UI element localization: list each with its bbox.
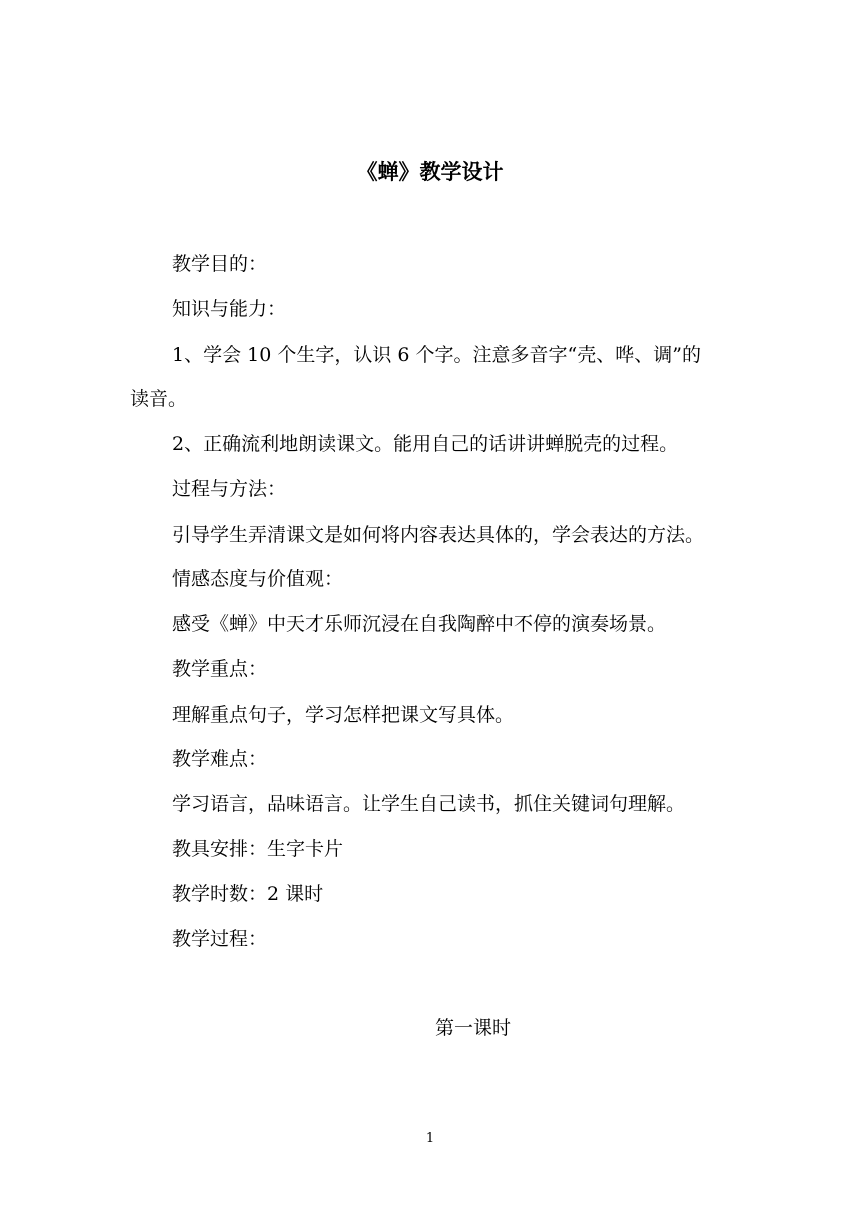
teaching-aids-line: 教具安排：生字卡片 xyxy=(172,838,344,860)
section-heading-process-method: 过程与方法： xyxy=(172,478,287,500)
section-heading-knowledge-ability: 知识与能力： xyxy=(172,298,287,320)
page-number: 1 xyxy=(425,1131,435,1146)
section-heading-emotion-values: 情感态度与价值观： xyxy=(172,568,344,590)
paragraph-process-method: 引导学生弄清课文是如何将内容表达具体的，学会表达的方法。 xyxy=(172,524,705,546)
paragraph-emotion-values: 感受《蝉》中天才乐师沉浸在自我陶醉中不停的演奏场景。 xyxy=(172,613,667,635)
section-heading-teaching-process: 教学过程： xyxy=(172,928,268,950)
paragraph-item-2: 2、正确流利地朗读课文。能用自己的话讲讲蝉脱壳的过程。 xyxy=(172,433,679,455)
paragraph-item-1-continued: 读音。 xyxy=(130,388,188,410)
lesson-heading: 第一课时 xyxy=(434,1017,511,1039)
paragraph-item-1: 1、学会 10 个生字，认识 6 个字。注意多音字“壳、哗、调”的 xyxy=(172,344,701,366)
section-heading-difficulties: 教学难点： xyxy=(172,748,268,770)
section-heading-key-points: 教学重点： xyxy=(172,658,268,680)
paragraph-key-points: 理解重点句子，学习怎样把课文写具体。 xyxy=(172,704,515,726)
teaching-hours-line: 教学时数：2 课时 xyxy=(172,883,324,905)
paragraph-difficulties: 学习语言，品味语言。让学生自己读书，抓住关键词句理解。 xyxy=(172,793,686,815)
document-title: 《蝉》教学设计 xyxy=(356,159,504,184)
section-heading-teaching-objectives: 教学目的： xyxy=(172,253,268,275)
